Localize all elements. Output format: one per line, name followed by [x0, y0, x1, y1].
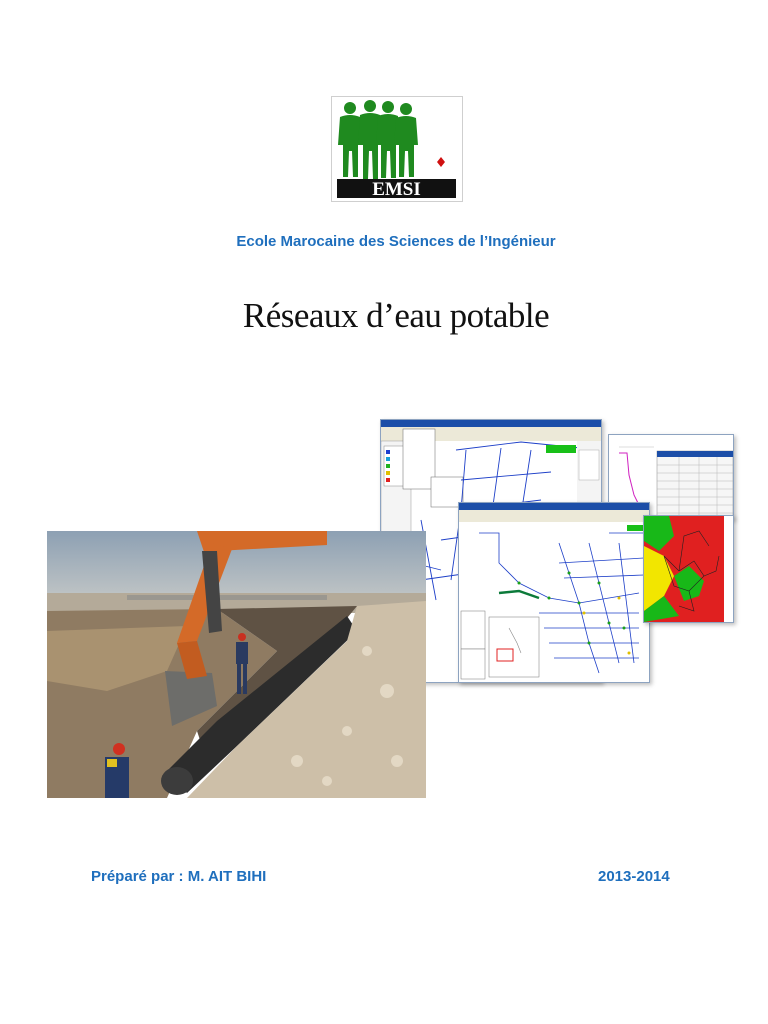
school-name: Ecole Marocaine des Sciences de l’Ingénieur: [236, 233, 556, 250]
emsi-logo: [331, 96, 463, 202]
trench-construction-photo: [47, 531, 426, 798]
software-contour-screenshot: [643, 515, 734, 623]
software-map-screenshot: [458, 502, 650, 683]
academic-year: 2013-2014: [598, 868, 670, 885]
document-title: Réseaux d’eau potable: [242, 296, 550, 335]
prepared-by: Préparé par : M. AIT BIHI: [91, 868, 267, 885]
logo-text: EMSI: [372, 179, 421, 200]
